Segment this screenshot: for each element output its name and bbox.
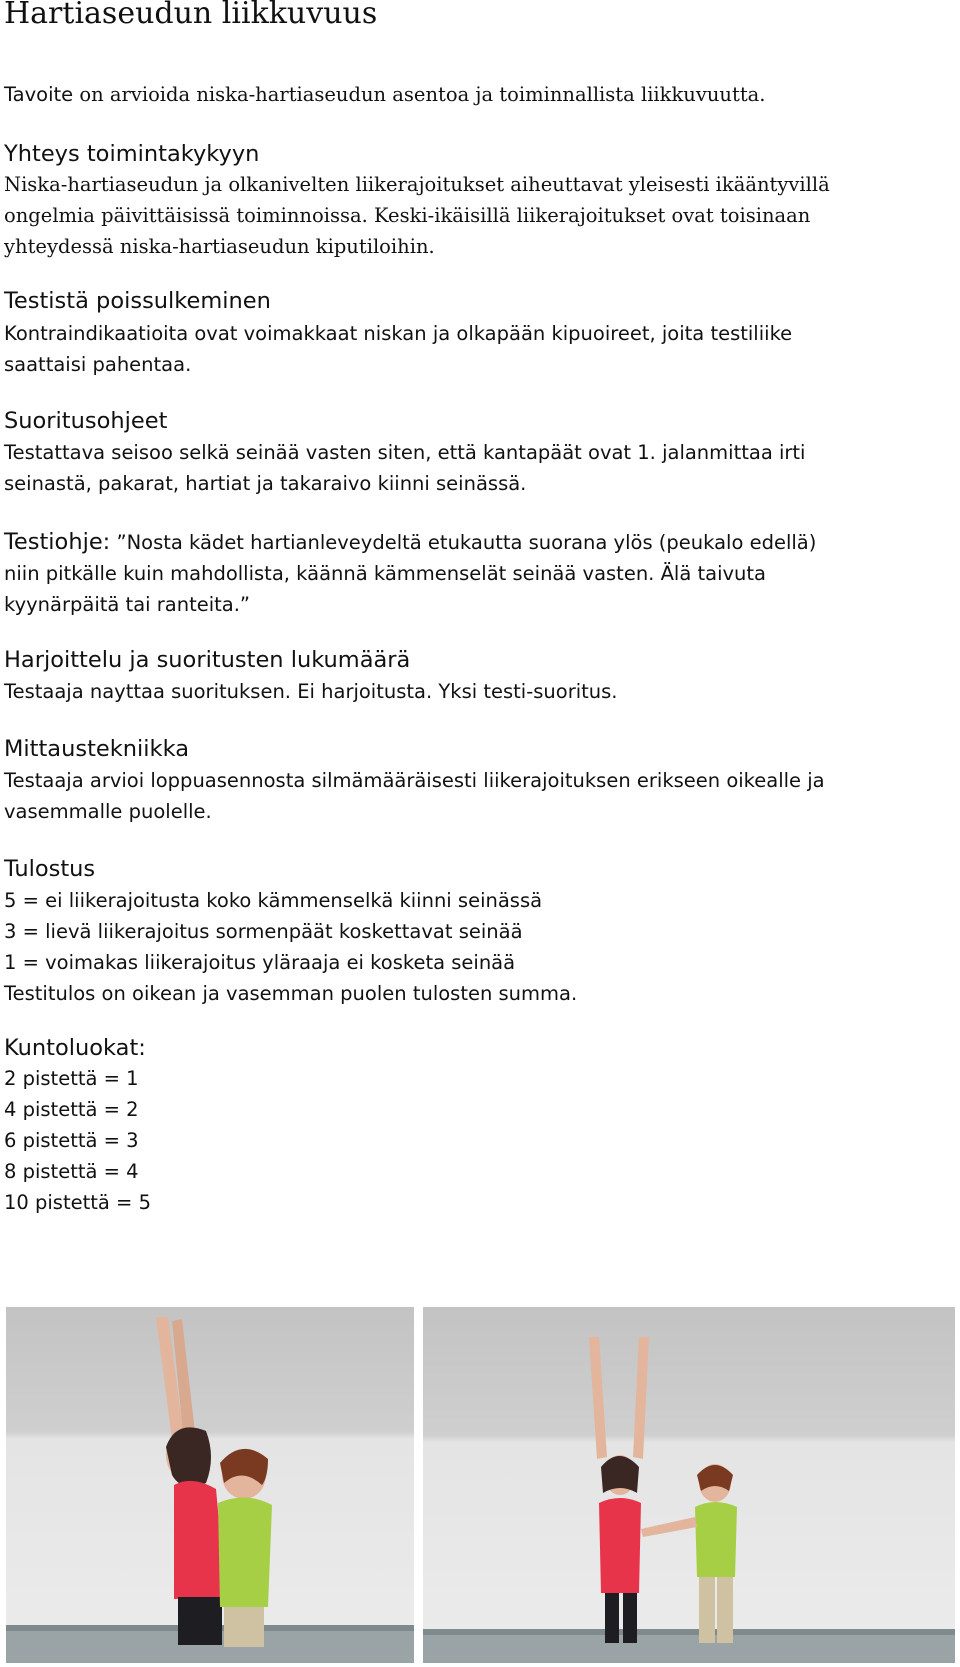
results-list xyxy=(4,885,577,1009)
goal-text: on arvioida niska-hartiaseudun asentoa ja toiminnallista liikkuvuutta. xyxy=(73,83,766,106)
paragraph-line: Testaaja arvioi loppuasennosta silmämääräisesti liikerajoituksen erikseen oikealle ja xyxy=(4,769,825,792)
test-instruction-paragraph xyxy=(4,527,816,620)
page-title: Hartiaseudun liikkuvuus xyxy=(4,0,378,31)
list-item: 10 pistettä = 5 xyxy=(4,1191,151,1214)
photo-front-view xyxy=(423,1307,955,1663)
goal-label: Tavoite xyxy=(4,83,74,106)
paragraph-line: saattaisi pahentaa. xyxy=(4,353,192,376)
technique-heading: Mittaustekniikka xyxy=(4,736,189,762)
instructions-heading: Suoritusohjeet xyxy=(4,408,168,434)
paragraph-line: Kontraindikaatioita ovat voimakkaat niskan ja olkapään kipuoireet, joita testiliike xyxy=(4,322,793,345)
paragraph-line: Testaaja nayttaa suorituksen. Ei harjoitusta. Yksi testi-suoritus. xyxy=(4,680,618,703)
photo-side-view-illustration xyxy=(6,1307,414,1663)
connection-paragraph xyxy=(4,169,830,262)
list-item: 1 = voimakas liikerajoitus yläraaja ei kosketa seinää xyxy=(4,951,516,974)
exclusion-paragraph xyxy=(4,318,792,380)
paragraph-line: kyynärpäitä tai ranteita.” xyxy=(4,593,251,616)
paragraph-line: ongelmia päivittäisissä toiminnoissa. Keski-ikäisillä liikerajoitukset ovat toisinaan xyxy=(4,204,811,227)
paragraph-line: Testattava seisoo selkä seinää vasten siten, että kantapäät ovat 1. jalanmittaa irti xyxy=(4,441,806,464)
list-item: 5 = ei liikerajoitusta koko kämmenselkä kiinni seinässä xyxy=(4,889,543,912)
list-item: 4 pistettä = 2 xyxy=(4,1098,139,1121)
practice-heading: Harjoittelu ja suoritusten lukumäärä xyxy=(4,647,411,673)
paragraph-line: Niska-hartiaseudun ja olkanivelten liikerajoitukset aiheuttavat yleisesti ikääntyvillä xyxy=(4,173,830,196)
photo-side-view xyxy=(6,1307,414,1663)
classes-heading: Kuntoluokat: xyxy=(4,1035,146,1061)
paragraph-line: ”Nosta kädet hartianleveydeltä etukautta suorana ylös (peukalo edellä) xyxy=(110,531,817,554)
list-item: 6 pistettä = 3 xyxy=(4,1129,139,1152)
practice-paragraph xyxy=(4,676,618,707)
paragraph-line: niin pitkälle kuin mahdollista, käännä kämmenselät seinää vasten. Älä taivuta xyxy=(4,562,766,585)
classes-list xyxy=(4,1063,151,1218)
results-heading: Tulostus xyxy=(4,856,96,882)
exclusion-heading: Testistä poissulkeminen xyxy=(4,288,271,314)
list-item: Testitulos on oikean ja vasemman puolen tulosten summa. xyxy=(4,982,578,1005)
list-item: 2 pistettä = 1 xyxy=(4,1067,139,1090)
list-item: 8 pistettä = 4 xyxy=(4,1160,139,1183)
technique-paragraph xyxy=(4,765,825,827)
paragraph-line: vasemmalle puolelle. xyxy=(4,800,212,823)
paragraph-line: seinastä, pakarat, hartiat ja takaraivo kiinni seinässä. xyxy=(4,472,527,495)
paragraph-line: yhteydessä niska-hartiaseudun kiputiloihin. xyxy=(4,235,435,258)
connection-heading: Yhteys toimintakykyyn xyxy=(4,141,260,167)
instructions-paragraph xyxy=(4,437,805,499)
goal-paragraph xyxy=(4,79,766,110)
test-instruction-label: Testiohje: xyxy=(4,529,111,555)
photo-front-view-illustration xyxy=(423,1307,955,1663)
list-item: 3 = lievä liikerajoitus sormenpäät koskettavat seinää xyxy=(4,920,523,943)
